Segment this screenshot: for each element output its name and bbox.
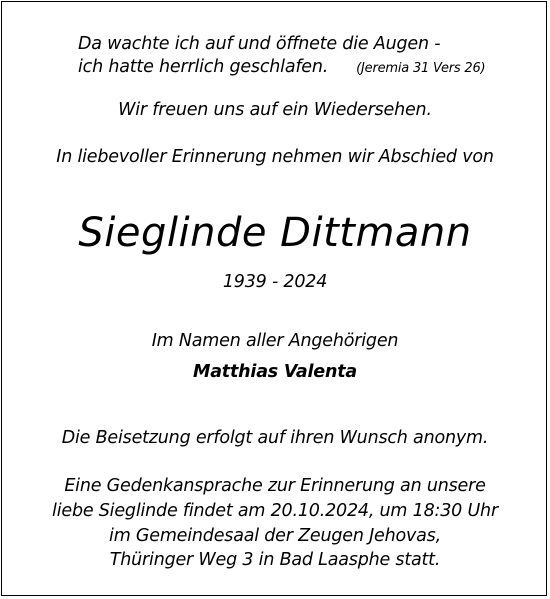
memorial-line-3: im Gemeindesaal der Zeugen Jehovas, (109, 526, 441, 546)
verse-reference: (Jeremia 31 Vers 26) (356, 61, 486, 76)
burial-line: Die Beisetzung erfolgt auf ihren Wunsch anonym. (61, 428, 489, 448)
life-years: 1939 - 2024 (222, 272, 328, 292)
intro-line: In liebevoller Erinnerung nehmen wir Abschied von (56, 147, 494, 167)
bible-verse (78, 33, 485, 80)
verse-line-2-text: ich hatte herrlich geschlafen. (78, 57, 329, 77)
mourner-name: Matthias Valenta (192, 362, 358, 382)
memorial-line-2: liebe Sieglinde findet am 20.10.2024, um 18:30 Uhr (52, 501, 498, 521)
verse-line-2 (78, 56, 485, 80)
mourners-line: Im Namen aller Angehörigen (151, 331, 399, 351)
wiedersehen-line: Wir freuen uns auf ein Wiedersehen. (118, 100, 432, 120)
deceased-name: Sieglinde Dittmann (78, 210, 472, 256)
memorial-line-4: Thüringer Weg 3 in Bad Laasphe statt. (109, 550, 441, 570)
verse-line-1: Da wachte ich auf und öffnete die Augen - (78, 34, 441, 54)
memorial-line-1: Eine Gedenkansprache zur Erinnerung an unsere (64, 476, 486, 496)
